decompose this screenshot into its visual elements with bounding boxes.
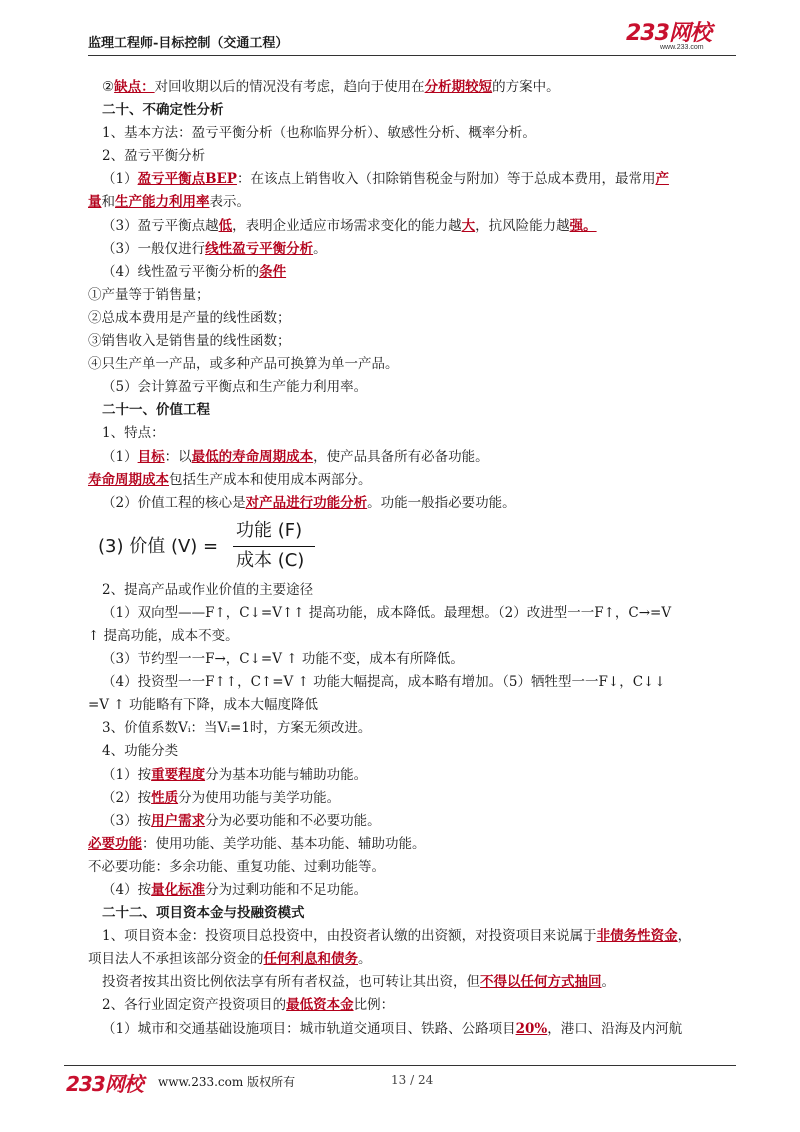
keyword-highlight: 产 — [655, 171, 669, 188]
text-run: ， — [677, 928, 692, 945]
keyword-highlight: 生产能力利用率 — [115, 194, 210, 211]
text-run: ③销售收入是销售量的线性函数； — [88, 333, 291, 350]
keyword-highlight: 低 — [218, 217, 233, 234]
footer-divider — [64, 1065, 736, 1066]
text-run: ①产量等于销售量； — [88, 286, 210, 303]
formula-numerator: 功能 (F) — [236, 519, 303, 541]
text-run: （3）一般仅进行 — [102, 240, 206, 257]
document-body — [88, 76, 738, 1041]
text-line — [88, 168, 738, 191]
text-line — [88, 971, 738, 994]
text-run: 2、盈亏平衡分析 — [102, 148, 206, 165]
text-line — [88, 261, 738, 284]
text-run: （3）节约型一一F→，C↓=V ↑ 功能不变，成本有所降低。 — [102, 651, 464, 668]
text-line — [88, 399, 738, 422]
text-run: 分为使用功能与美学功能。 — [178, 789, 341, 806]
text-line — [88, 422, 738, 445]
keyword-highlight: 不得以任何方式抽回 — [480, 974, 602, 991]
keyword-highlight: 量 — [88, 194, 102, 211]
text-line — [88, 625, 738, 648]
text-run: ，使产品具备所有必备功能。 — [313, 448, 489, 465]
text-run: 。 — [601, 974, 615, 991]
text-line — [88, 694, 738, 717]
text-run: ↑ 提高功能，成本不变。 — [88, 627, 239, 644]
footer-url: www.233.com 版权所有 — [158, 1075, 296, 1089]
text-run: ，抗风险能力越 — [475, 217, 570, 234]
keyword-highlight: 20% — [515, 1020, 548, 1037]
text-run: （4）投资型一一F↑↑，C↑=V ↑ 功能大幅提高，成本略有增加。（5）牺牲型一一F↓，C↓↓ — [102, 674, 666, 691]
text-run: ：在该点上销售收入（扣除销售税金与附加）等于总成本费用，最常用 — [236, 171, 656, 188]
text-line — [88, 717, 738, 740]
text-line — [88, 215, 738, 238]
text-run: 4、功能分类 — [102, 743, 179, 760]
text-line — [88, 330, 738, 353]
section-heading: 二十一、价值工程 — [102, 402, 210, 419]
keyword-highlight: 缺点： — [114, 79, 155, 95]
text-line — [88, 994, 738, 1017]
text-run: ：以 — [164, 448, 192, 465]
text-run: 表示。 — [209, 194, 250, 211]
text-run: 1、特点： — [102, 425, 165, 442]
text-run: （1）城市和交通基础设施项目：城市轨道交通项目、铁路、公路项目 — [102, 1020, 516, 1037]
text-run: 分为基本功能与辅助功能。 — [205, 766, 368, 783]
text-run: 1、基本方法：盈亏平衡分析（也称临界分析）、敏感性分析、概率分析。 — [102, 125, 536, 142]
text-run: ②总成本费用是产量的线性函数； — [88, 309, 291, 326]
text-run: 2、各行业固定资产投资项目的 — [102, 997, 287, 1014]
text-line — [88, 446, 738, 469]
text-line — [88, 492, 738, 515]
keyword-highlight: 任何利息和债务 — [263, 951, 358, 968]
keyword-highlight: 条件 — [259, 263, 287, 280]
text-run: （2）按 — [102, 789, 152, 806]
keyword-highlight: 最低资本金 — [286, 997, 354, 1014]
text-run: （3）按 — [102, 812, 152, 829]
fraction-bar — [233, 546, 315, 547]
text-run: 分为必要功能和不必要功能。 — [205, 812, 381, 829]
text-run: 的方案中。 — [492, 79, 560, 95]
text-run: 和 — [101, 194, 115, 211]
formula-denominator: 成本 (C) — [236, 549, 305, 571]
text-line — [88, 833, 738, 856]
text-line — [88, 284, 738, 307]
header-divider — [88, 55, 736, 56]
text-line — [88, 671, 738, 694]
text-line — [88, 856, 738, 879]
keyword-highlight: 最低的寿命周期成本 — [191, 448, 314, 465]
text-line — [88, 238, 738, 261]
formula-lhs: (3) 价值 (V) = — [98, 535, 219, 557]
text-block-1 — [88, 76, 738, 515]
value-formula — [88, 515, 738, 579]
keyword-highlight: 非债务性资金 — [596, 928, 678, 945]
text-run: ，表明企业适应市场需求变化的能力越 — [232, 217, 462, 234]
keyword-highlight: 性质 — [151, 789, 179, 806]
text-run: （5）会计算盈亏平衡点和生产能力利用率。 — [102, 379, 368, 396]
text-run: （1）双向型——F↑，C↓=V↑↑ 提高功能，成本降低。最理想。（2）改进型一一F↑，C→=V — [102, 604, 672, 621]
keyword-highlight: 量化标准 — [151, 882, 206, 898]
keyword-highlight: 大 — [461, 217, 476, 234]
keyword-highlight: 必要功能 — [88, 835, 142, 852]
text-run: 分为过剩功能和不足功能。 — [205, 882, 368, 898]
text-run: 1、项目资本金：投资项目总投资中，由投资者认缴的出资额，对投资项目来说属于 — [102, 928, 597, 945]
text-run: 3、价值系数Vᵢ：当Vᵢ=1时，方案无须改进。 — [102, 720, 372, 737]
text-line — [88, 353, 738, 376]
text-run: =V ↑ 功能略有下降，成本大幅度降低 — [88, 697, 318, 714]
text-line — [88, 764, 738, 787]
text-run: （1）按 — [102, 766, 152, 783]
site-logo[interactable]: 233网校 — [626, 21, 711, 46]
footer-logo[interactable]: 233网校 — [66, 1072, 143, 1096]
text-run: （2）价值工程的核心是 — [102, 494, 246, 511]
text-run: 投资者按其出资比例依法享有所有者权益，也可转让其出资，但 — [102, 974, 480, 991]
text-line — [88, 879, 738, 902]
keyword-highlight: 用户需求 — [151, 812, 206, 829]
text-run: 对回收期以后的情况没有考虑，趋向于使用在 — [154, 79, 425, 95]
section-heading: 二十二、项目资本金与投融资模式 — [102, 905, 305, 922]
page-number: 13 / 24 — [391, 1073, 434, 1087]
text-line — [88, 307, 738, 330]
text-run: （1） — [102, 171, 138, 188]
text-line — [88, 925, 738, 948]
text-line — [88, 787, 738, 810]
text-run: ② — [102, 79, 115, 95]
text-run: 比例： — [353, 997, 395, 1014]
text-line — [88, 602, 738, 625]
keyword-highlight: 强。 — [569, 217, 597, 234]
text-line — [88, 579, 738, 602]
text-run: 。 — [358, 951, 372, 968]
text-run: 不必要功能：多余功能、重复功能、过剩功能等。 — [88, 858, 385, 875]
text-run: （4）线性盈亏平衡分析的 — [102, 263, 260, 280]
keyword-highlight: 寿命周期成本 — [88, 471, 169, 488]
text-line — [88, 469, 738, 492]
text-line — [88, 740, 738, 763]
header-title: 监理工程师-目标控制（交通工程） — [88, 36, 289, 51]
text-run: ：使用功能、美学功能、基本功能、辅助功能。 — [142, 835, 426, 852]
text-block-2 — [88, 579, 738, 1041]
text-line — [88, 99, 738, 122]
text-run: 2、提高产品或作业价值的主要途径 — [102, 581, 314, 598]
text-line — [88, 376, 738, 399]
text-line — [88, 76, 738, 99]
text-run: ，港口、沿海及内河航 — [547, 1020, 683, 1037]
text-run: 。 — [313, 240, 327, 257]
keyword-highlight: 重要程度 — [151, 766, 206, 783]
text-run: （1） — [102, 448, 138, 465]
text-line — [88, 810, 738, 833]
text-line — [88, 948, 738, 971]
text-line — [88, 648, 738, 671]
section-heading: 二十、不确定性分析 — [102, 102, 224, 119]
text-run: 。功能一般指必要功能。 — [367, 494, 516, 511]
site-logo-url: www.233.com — [660, 44, 704, 51]
text-line — [88, 1018, 738, 1041]
text-run: （4）按 — [102, 882, 152, 898]
text-line — [88, 902, 738, 925]
text-line — [88, 145, 738, 168]
text-line — [88, 191, 738, 214]
text-run: （3）盈亏平衡点越 — [102, 217, 219, 234]
text-run: 包括生产成本和使用成本两部分。 — [169, 471, 372, 488]
keyword-highlight: 目标 — [137, 448, 165, 465]
keyword-highlight: 盈亏平衡点BEP — [137, 171, 237, 188]
keyword-highlight: 分析期较短 — [424, 79, 493, 95]
keyword-highlight: 线性盈亏平衡分析 — [205, 240, 314, 257]
text-run: 项目法人不承担该部分资金的 — [88, 951, 264, 968]
text-line — [88, 122, 738, 145]
text-run: ④只生产单一产品，或多种产品可换算为单一产品。 — [88, 356, 399, 373]
keyword-highlight: 对产品进行功能分析 — [245, 494, 368, 511]
